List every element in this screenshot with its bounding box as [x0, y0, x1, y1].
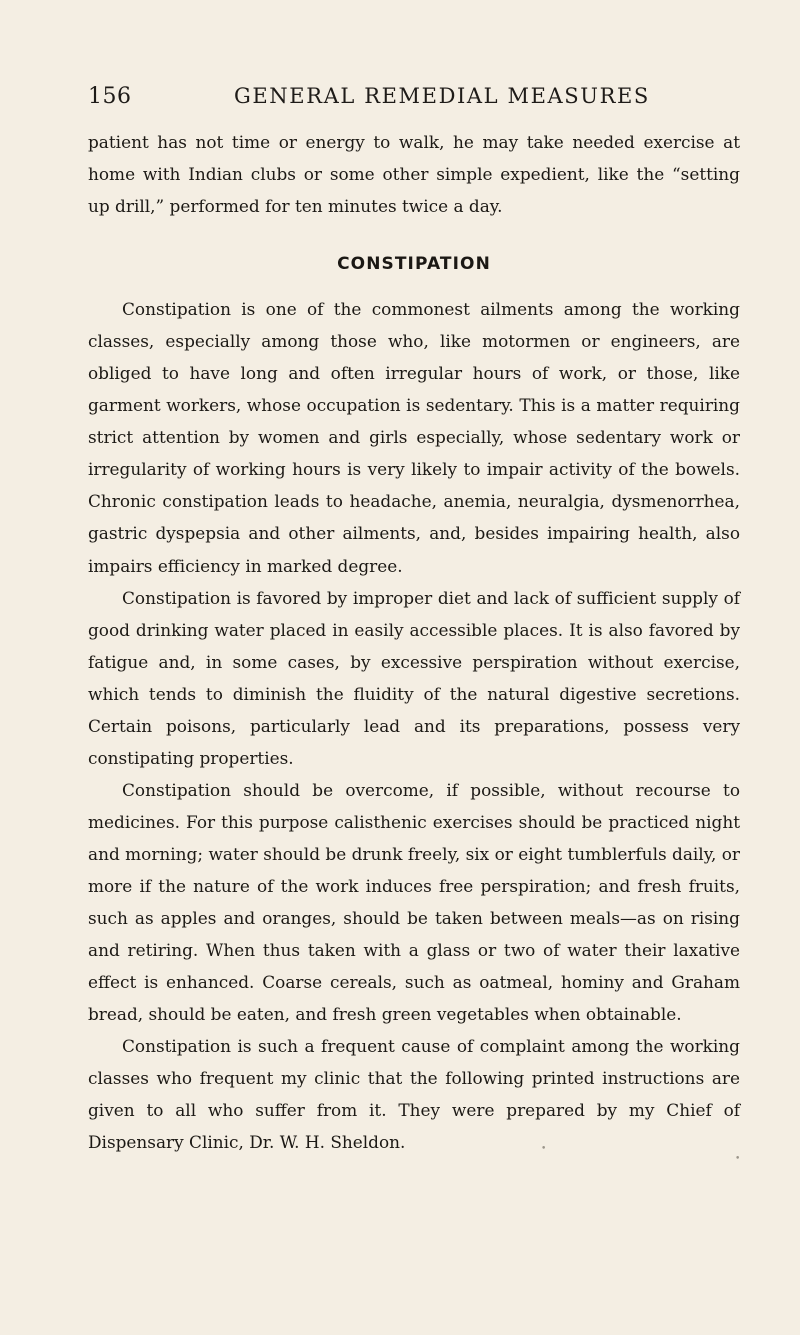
running-head: GENERAL REMEDIAL MEASURES [234, 84, 650, 108]
paragraph-4: Constipation is such a frequent cause of complaint among the working classes who frequent my clinic that the following printed instructions are given to all who suffer from it. They were prepared by my Chief of Dispensary Clinic, Dr. W. H. Sheldon. [88, 1036, 740, 1153]
paragraph-1: Constipation is one of the commonest ailments among the working classes, especially among those who, like motormen or engineers, are obliged to have long and often irregular hours of work, or those, like garment workers, whose occupation is sedentary. This is a matter requiring strict attention by women and girls especially, whose sedentary work or irregularity of working hours is very likely to impair activity of the bowels. Chronic constipation leads to headache, anemia, neuralgia, dysmenorrhea, gastric dyspepsia and other ailments, and, besides impairing health, also impairs efficiency in marked degree. [88, 299, 740, 576]
page-number: 156 [88, 84, 132, 109]
section-heading: CONSTIPATION [337, 254, 491, 275]
print-speck: • [541, 1144, 547, 1154]
page-body [88, 126, 740, 1158]
page-header [88, 84, 738, 116]
paragraph-3: Constipation should be overcome, if possible, without recourse to medicines. For this purpose calisthenic exercises should be practiced night and morning; water should be drunk freely, six or eight tumblerfuls daily, or more if the nature of the work induces free perspiration; and fresh fruits, such as apples and oranges, should be taken between meals—as on rising and retiring. When thus taken with a glass or two of water their laxative effect is enhanced. Coarse cereals, such as oatmeal, hominy and Graham bread, should be eaten, and fresh green vegetables when obtainable. [88, 779, 740, 1025]
print-speck: • [735, 1154, 741, 1164]
paragraph-2: Constipation is favored by improper diet and lack of sufficient supply of good drinking water placed in easily accessible places. It is also favored by fatigue and, in some cases, by excessive perspiration without exercise, which tends to diminish the fluidity of the natural digestive secretions. Certain poisons, particularly lead and its preparations, possess very constipating properties. [88, 587, 740, 768]
opening-paragraph: patient has not time or energy to walk, he may take needed exercise at home with Indian clubs or some other simple expedient, like the “setting up drill,” performed for ten minutes twice a day. [88, 132, 740, 217]
